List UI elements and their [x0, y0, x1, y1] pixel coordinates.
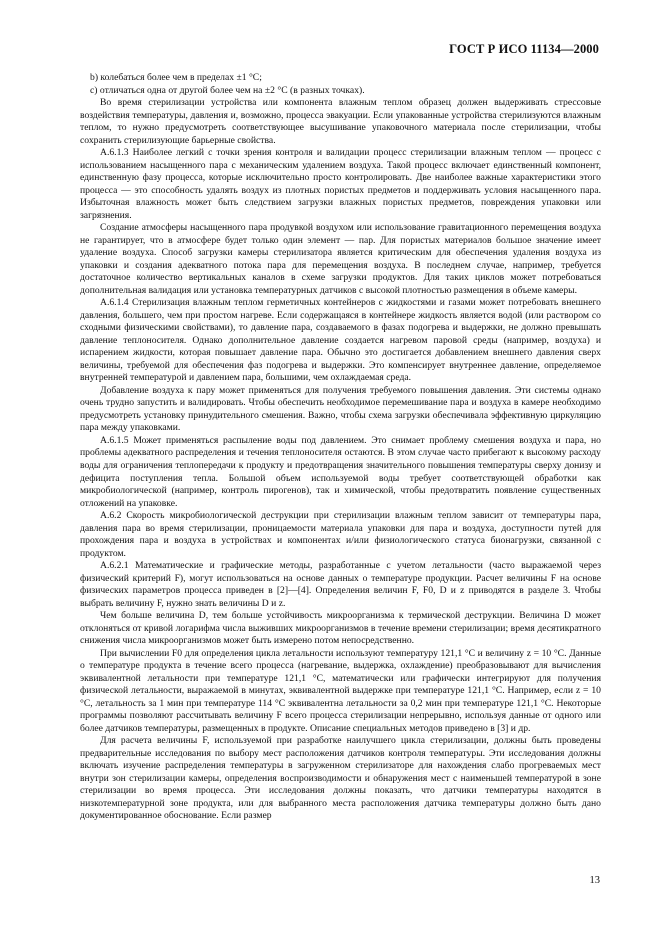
paragraph: Для расчета величины F, используемой при разработке наилучшего цикла стерилизации, должны быть проведены предварительные исследования по выбору мест расположения датчиков контроля температуры. Эти исследования должны включать изучение распределения температуры в загруженном стерилизаторе для нахождения слабо прогреваемых мест внутри зон стерилизации камеры, определения воспроизводимости и обнаружения мест с наименьшей температурой в зоне стерилизации во время процесса. Эти исследования должны показать, что датчики температуры находятся в низкотемпературной зоне продукта, или для выбранного места расположения датчика температуры должно быть дано документированное обоснование. Если размер	[80, 735, 601, 822]
paragraph: Чем больше величина D, тем больше устойчивость микроорганизма к термической деструкции. Величина D может отклоняться от кривой логарифма числа выживших микроорганизмов в течение времени стерилизации; время десятикратного снижения числа микроорганизмов может быть измерено потом непосредственно.	[80, 610, 601, 647]
paragraph: Создание атмосферы насыщенного пара продувкой воздухом или использование гравитационного перемещения воздуха не гарантирует, что в атмосфере будет только один элемент — пар. Для пористых материалов большое значение имеет удаление воздуха. Способ загрузки камеры стерилизатора является критическим для обеспечения удаления воздуха из упаковки и создания адекватного потока пара для перемещения воздуха. В последнем случае, например, требуется достаточное количество вертикальных каналов в схеме загрузки продуктов. Для таких циклов может потребоваться дополнительная валидация или установка температурных датчиков с высокой плотностью размещения в объеме камеры.	[80, 222, 601, 296]
document-code-header: ГОСТ Р ИСО 11134—2000	[449, 42, 599, 56]
paragraph-a613: А.6.1.3 Наиболее легкий с точки зрения контроля и валидации процесс стерилизации влажным теплом — процесс с использованием насыщенного пара с механическим удалением воздуха. Такой процесс включает единственный компонент, единственную фазу процесса, которые исключительно просто контролировать. Две наиболее важные характеристики этого процесса — это способность удалять воздух из плотных пористых предметов и поддерживать условия насыщенного пара. Избыточная влажность может быть следствием загрузки влажных пористых предметов, повреждения упаковки или загрязнения.	[80, 147, 601, 221]
list-item-b: b) колебаться более чем в пределах ±1 °С;	[90, 72, 262, 83]
paragraph-a615: А.6.1.5 Может применяться распыление воды под давлением. Это снимает проблему смешения воздуха и пара, но проблемы адекватного распределения и течения теплоносителя остаются. В этом случае часто прибегают к высокому расходу воды для ограничения теплопередачи к продукту и предотвращения значительного повышения температуры сверху донизу и дефицита поступления тепла. Большой объем используемой воды требует соответствующей обработки как микробиологической (например, контроль пирогенов), так и химической, чтобы предотвратить появление существенных отложений на упаковке.	[80, 434, 601, 509]
paragraph-a62: А.6.2 Скорость микробиологической деструкции при стерилизации влажным теплом зависит от температуры пара, давления пара во время стерилизации, проницаемости материала упаковки для пара и воздуха, доступности путей для прохождения пара и воздуха в устройствах и компонентах и/или физиологического статуса бионагрузки, связанной с продуктом.	[80, 510, 601, 559]
paragraph: При вычислении F0 для определения цикла летальности используют температуру 121,1 °С и величину z = 10 °С. Данные о температуре продукта в течение всего процесса (нагревание, выдержка, охлаждение) преобразовывают для вычисления эквивалентной летальности при температуре 121,1 °С, математически или графически интегрируют для получения физической летальности, выражаемой в минутах, эквивалентной выдержке при температуре 121,1 °С. Например, если z = 10 °С, летальность за 1 мин при температуре 114 °С эквивалентна летальности за 0,2 мин при температуре 121,1 °С. Некоторые программы позволяют рассчитывать величину F всего процесса стерилизации непрерывно, используя данные от одного или более датчиков температуры, размещенных в продукте. Описание специальных методов приведено в [3] и др.	[80, 647, 601, 734]
paragraph-a614: А.6.1.4 Стерилизация влажным теплом герметичных контейнеров с жидкостями и газами может потребовать внешнего давления, большего, чем при простом нагреве. Если содержащаяся в контейнере жидкость является водой (или раствором со сходными физическими свойствами), то давление пара, создаваемого в фазах подогрева и выдержки, не должно превышать давление теплоносителя. Однако дополнительное давление создается нагревом паровой среды (например, воздуха) и испарением жидкости, которая повышает давление пара. Обычно это достигается добавлением внешнего давления сверх величины, требуемой для обеспечения фаз подогрева и выдержки. Это компенсирует внутреннее давление, определяемое внутренней температурой и давлением пара, большими, чем охлаждаемая среда.	[80, 297, 601, 384]
paragraph: Во время стерилизации устройства или компонента влажным теплом образец должен выдерживать стрессовые воздействия температуры, давления и, возможно, процесса эвакуации. Если упакованные устройства стерилизуются влажным теплом, то нужно предусмотреть соответствующее высушивание упаковочного материала после стерилизации, чтобы сохранить стерилизующие барьерные свойства.	[80, 97, 601, 146]
page-number: 13	[589, 875, 600, 886]
list-item-c: c) отличаться одна от другой более чем на ±2 °С (в разных точках).	[90, 84, 365, 96]
body-text	[80, 72, 601, 823]
paragraph: Добавление воздуха к пару может применяться для получения требуемого повышения давления. Эти системы однако очень трудно запустить и валидировать. Чтобы обеспечить необходимое перемешивание пара и воздуха в камере необходимо предусмотреть установку принудительного смешения. Важно, чтобы схема загрузки обеспечивала эффективную циркуляцию пара между упаковками.	[80, 384, 601, 434]
paragraph-a621: А.6.2.1 Математические и графические методы, разработанные с учетом летальности (часто выражаемой через физический критерий F), могут использоваться на основе данных о температуре продукции. Расчет величины F на основе физических параметров процесса приведен в [2]—[4]. Определения величин F, F0, D и z приводятся в разделе 3. Чтобы выбрать величину F, нужно знать величины D и z.	[80, 560, 601, 609]
